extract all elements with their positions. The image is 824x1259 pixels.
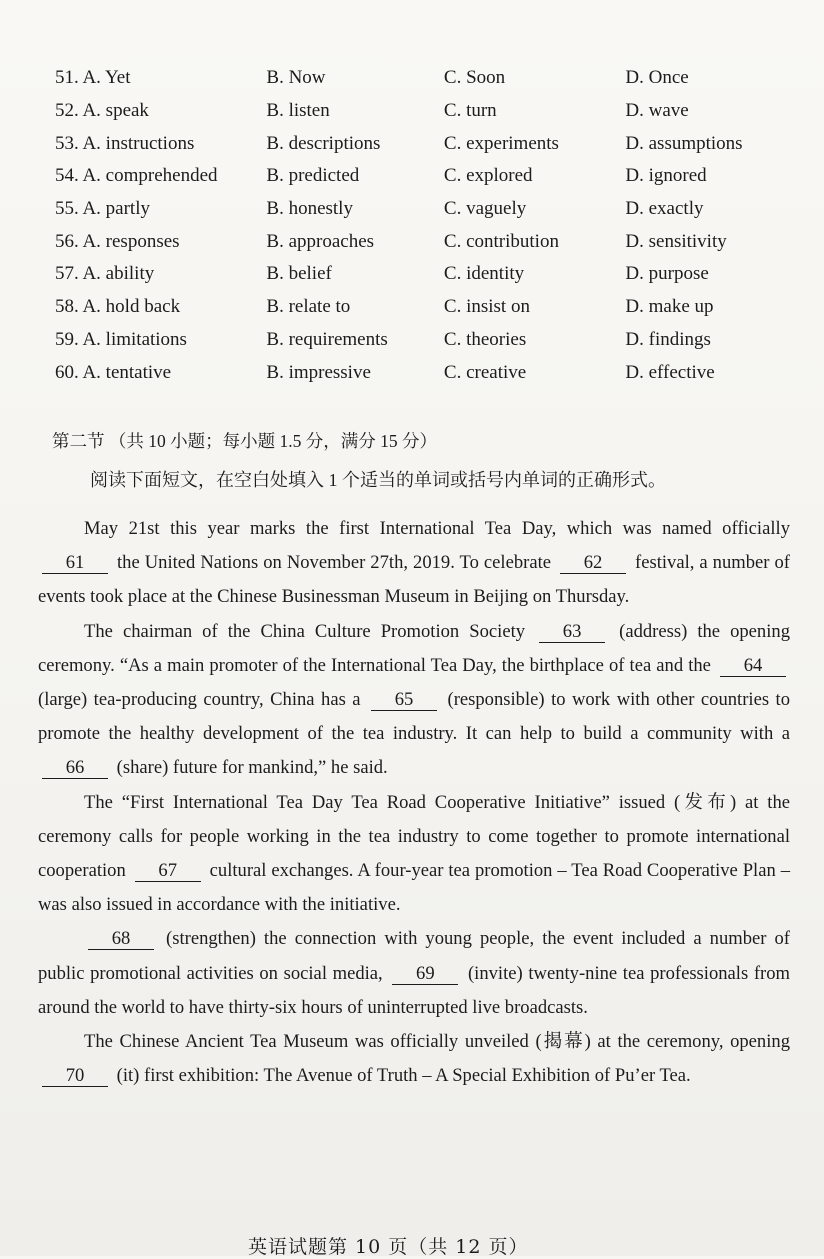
option-row-60 <box>55 356 775 389</box>
option-b: B. listen <box>266 100 330 122</box>
option-row-56 <box>55 225 775 258</box>
passage-paragraph-1 <box>38 512 790 615</box>
option-row-54 <box>55 160 775 193</box>
page-footer: 英语试题第 10 页（共 12 页） <box>248 1236 529 1258</box>
passage-text: (it) first exhibition: The Avenue of Truth – A Special Exhibition of Pu’er Tea. <box>116 1065 691 1087</box>
blank-66: 66 <box>42 758 108 779</box>
option-b: B. approaches <box>266 230 375 252</box>
passage-text: (large) tea-producing country, China has a <box>38 689 361 711</box>
blank-67: 67 <box>135 861 201 882</box>
option-b: B. requirements <box>266 328 388 350</box>
option-a: 54. A. comprehended <box>55 165 218 187</box>
option-b: B. honestly <box>266 198 353 220</box>
passage-text: May 21st this year marks the first International Tea Day, which was named officially <box>84 518 790 539</box>
section-heading: 第二节 （共 10 小题；每小题 1.5 分，满分 15 分） <box>52 431 437 451</box>
option-b: B. belief <box>266 263 332 285</box>
blank-69: 69 <box>392 964 458 985</box>
option-row-57 <box>55 258 775 291</box>
option-b: B. Now <box>266 67 326 89</box>
option-a: 59. A. limitations <box>55 328 187 350</box>
section-instruction: 阅读下面短文，在空白处填入 1 个适当的单词或括号内单词的正确形式。 <box>90 470 666 490</box>
passage-text: (address) the opening ceremony. “As a main promoter of the International Tea Day, the birthplace of tea and the <box>38 620 790 676</box>
option-row-51 <box>55 62 775 95</box>
blank-64: 64 <box>720 656 786 677</box>
option-c: C. identity <box>443 263 525 285</box>
option-d: D. wave <box>625 100 689 122</box>
option-c: C. theories <box>443 328 527 350</box>
option-row-52 <box>55 95 775 128</box>
option-c: C. insist on <box>443 296 530 318</box>
passage-text: (invite) twenty-nine tea professionals from around the world to have thirty-six hours of uninterrupted live broadcasts. <box>38 962 790 1018</box>
option-b: B. predicted <box>266 165 360 187</box>
option-d: D. ignored <box>625 165 707 187</box>
option-a: 56. A. responses <box>55 230 180 252</box>
passage-paragraph-2 <box>38 615 790 786</box>
blank-65: 65 <box>371 690 437 711</box>
option-b: B. relate to <box>266 296 351 318</box>
reading-passage <box>38 512 790 1093</box>
blank-70: 70 <box>42 1066 108 1087</box>
passage-paragraph-5 <box>38 1025 790 1093</box>
choice-options-table <box>55 62 775 389</box>
option-row-58 <box>55 291 775 324</box>
blank-63: 63 <box>539 622 605 643</box>
option-d: D. effective <box>625 361 715 383</box>
passage-text: the United Nations on November 27th, 2019. To celebrate <box>117 552 551 574</box>
blank-62: 62 <box>560 553 626 574</box>
option-a: 58. A. hold back <box>55 296 181 318</box>
passage-text: (share) future for mankind,” he said. <box>116 757 388 779</box>
option-a: 55. A. partly <box>55 198 150 220</box>
option-c: C. explored <box>443 165 533 187</box>
option-b: B. descriptions <box>266 132 381 154</box>
passage-text: The Chinese Ancient Tea Museum was officially unveiled (揭幕) at the ceremony, opening <box>84 1031 790 1053</box>
passage-text: (responsible) to work with other countries to promote the healthy development of the tea industry. It can help to build a community with a <box>38 689 790 745</box>
option-b: B. impressive <box>266 361 371 383</box>
option-d: D. Once <box>625 67 689 89</box>
option-c: C. creative <box>443 361 527 383</box>
passage-text: (strengthen) the connection with young people, the event included a number of public promotional activities on social media, <box>38 928 790 984</box>
option-a: 51. A. Yet <box>55 67 131 89</box>
option-row-59 <box>55 324 775 357</box>
passage-text: The chairman of the China Culture Promotion Society <box>84 620 526 642</box>
option-d: D. make up <box>625 296 714 318</box>
option-c: C. Soon <box>443 67 506 89</box>
blank-68: 68 <box>88 929 154 950</box>
blank-61: 61 <box>42 553 108 574</box>
option-d: D. sensitivity <box>625 230 727 252</box>
passage-text: The “First International Tea Day Tea Road Cooperative Initiative” issued (发布) at the ceremony calls for people working in the tea industry to come together to promote international cooperation <box>38 791 790 882</box>
option-c: C. contribution <box>443 230 559 252</box>
option-c: C. vaguely <box>443 198 527 220</box>
option-c: C. turn <box>443 100 497 122</box>
option-d: D. exactly <box>625 198 704 220</box>
option-a: 60. A. tentative <box>55 361 172 383</box>
option-row-53 <box>55 127 775 160</box>
option-c: C. experiments <box>443 132 559 154</box>
passage-text: festival, a number of events took place at the Chinese Businessman Museum in Beijing on Thursday. <box>38 552 790 608</box>
option-row-55 <box>55 193 775 226</box>
option-a: 52. A. speak <box>55 100 149 122</box>
passage-paragraph-3 <box>38 786 790 923</box>
option-d: D. assumptions <box>625 132 743 154</box>
passage-paragraph-4 <box>38 922 790 1025</box>
option-d: D. purpose <box>625 263 709 285</box>
option-a: 57. A. ability <box>55 263 155 285</box>
passage-text: cultural exchanges. A four-year tea promotion – Tea Road Cooperative Plan – was also issued in accordance with the initiative. <box>38 860 790 916</box>
option-a: 53. A. instructions <box>55 132 195 154</box>
option-d: D. findings <box>625 328 711 350</box>
